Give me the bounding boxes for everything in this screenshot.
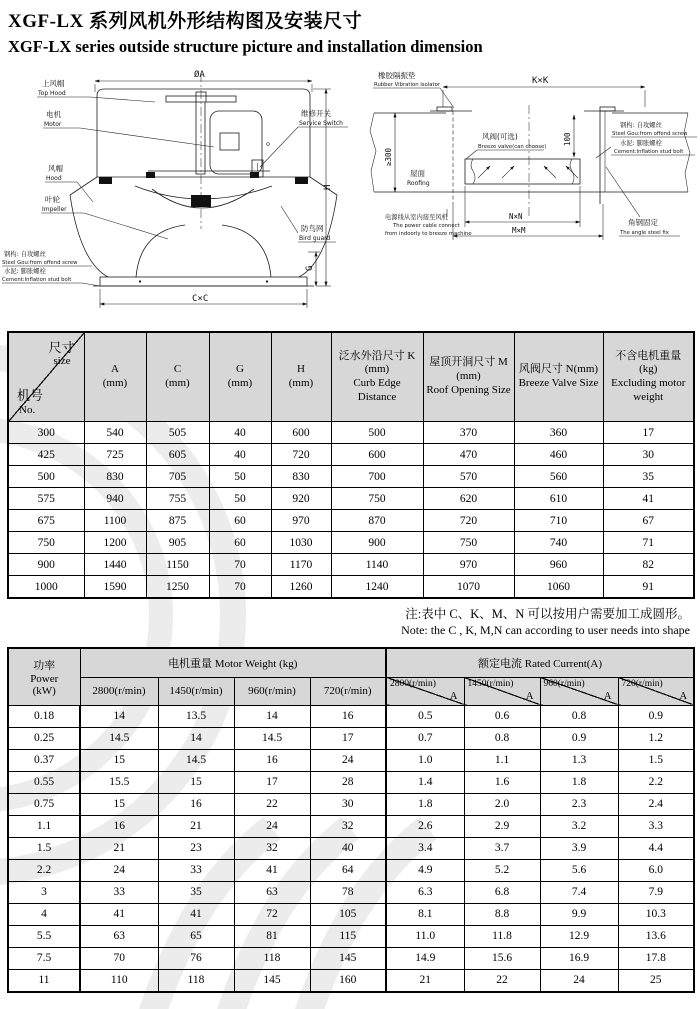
motor-table-cell: 145 (310, 947, 386, 969)
dim-label-g: G (305, 265, 315, 271)
page-title-zh: XGF-LX 系列风机外形结构图及安装尺寸 (8, 11, 363, 32)
motor-table-cell: 14.5 (158, 749, 234, 771)
motor-table-cell: 16 (234, 749, 310, 771)
dimension-table-cell: 35 (603, 466, 694, 488)
motor-table-cell: 14.5 (80, 727, 158, 749)
motor-table-cell: 24 (540, 969, 618, 992)
label-anchor-right-zh2: 水泥: 膨胀螺栓 (620, 140, 662, 147)
label-anchor-left-zh2: 水泥: 膨胀螺栓 (4, 268, 46, 275)
label-service-switch (260, 108, 348, 167)
motor-table-cell: 1.5 (8, 837, 80, 859)
motor-table-cell: 16 (80, 815, 158, 837)
motor-table-cell: 2.4 (618, 793, 694, 815)
label-motor-en: Motor (44, 121, 62, 128)
dimension-table-cell: 1170 (271, 554, 331, 576)
dimension-table-cell: 720 (423, 510, 514, 532)
note-en: Note: the C , K, M,N can according to user needs into shape (401, 622, 690, 637)
motor-table-cell: 1.1 (8, 815, 80, 837)
motor-table-cell: 21 (80, 837, 158, 859)
motor-table-cell: 33 (158, 859, 234, 881)
motor-table-cell: 14 (158, 727, 234, 749)
dimension-table-cell: 1590 (84, 576, 146, 599)
dimension-table-cell: 50 (209, 466, 271, 488)
col-header-weight: 不含电机重量 (kg) Excluding motor weight (603, 332, 694, 422)
dimension-table-cell: 300 (8, 422, 84, 444)
power-header-cell: 功率 Power (kW) (8, 648, 80, 706)
dimension-table-row (8, 422, 694, 444)
page-title-en: XGF-LX series outside structure picture and installation dimension (8, 37, 483, 56)
motor-table-cell: 33 (80, 881, 158, 903)
dimension-table-cell: 1060 (514, 576, 603, 599)
motor-table-cell: 1.8 (540, 771, 618, 793)
motor-table-row (8, 969, 694, 992)
motor-table-cell: 70 (80, 947, 158, 969)
dimension-table-cell: 575 (8, 488, 84, 510)
dimension-table-cell: 370 (423, 422, 514, 444)
dimension-table-cell: 750 (8, 532, 84, 554)
dimension-table-cell: 1250 (146, 576, 209, 599)
dimension-table-cell: 40 (209, 422, 271, 444)
dimension-table-cell: 1200 (84, 532, 146, 554)
motor-table-cell: 21 (158, 815, 234, 837)
motor-table-cell: 2.6 (386, 815, 464, 837)
motor-table-header-row1 (8, 648, 694, 678)
motor-table-cell: 5.5 (8, 925, 80, 947)
motor-table-cell: 3.4 (386, 837, 464, 859)
motor-table-cell: 12.9 (540, 925, 618, 947)
fan-section-drawing (2, 69, 348, 308)
dimension-table (7, 331, 695, 599)
motor-table-cell: 65 (158, 925, 234, 947)
motor-table-cell: 118 (234, 947, 310, 969)
dimension-table-cell: 605 (146, 444, 209, 466)
motor-table-cell: 1.6 (464, 771, 540, 793)
current-speed-960: 960(r/min) A (540, 677, 618, 705)
motor-table-row (8, 859, 694, 881)
label-top-hood (37, 78, 155, 102)
label-valve-zh: 风阀(可选) (482, 132, 518, 141)
dimension-table-cell: 705 (146, 466, 209, 488)
label-motor-zh: 电机 (46, 110, 61, 119)
motor-table-cell: 1.5 (618, 749, 694, 771)
label-top-hood-zh: 上风帽 (42, 79, 65, 88)
motor-table-row (8, 727, 694, 749)
dimension-table-cell: 960 (514, 554, 603, 576)
motor-table-cell: 30 (310, 793, 386, 815)
table-note (0, 607, 690, 638)
motor-table-cell: 32 (234, 837, 310, 859)
dimension-table-cell: 875 (146, 510, 209, 532)
motor-table-cell: 3.7 (464, 837, 540, 859)
motor-table-cell: 24 (80, 859, 158, 881)
dimension-table-cell: 17 (603, 422, 694, 444)
label-top-hood-en: Top Hood (38, 90, 66, 97)
rated-current-header: 额定电流 Rated Current(A) (386, 648, 694, 678)
motor-table-cell: 1.2 (618, 727, 694, 749)
motor-table-cell: 9.9 (540, 903, 618, 925)
motor-table-row (8, 903, 694, 925)
dimension-table-cell: 830 (271, 466, 331, 488)
motor-table-cell: 2.9 (464, 815, 540, 837)
motor-table-cell: 15.5 (80, 771, 158, 793)
motor-table-cell: 11 (8, 969, 80, 992)
dim-label-c: C×C (192, 294, 209, 304)
motor-table-cell: 2.0 (464, 793, 540, 815)
dimension-table-cell: 1100 (84, 510, 146, 532)
dimension-table-cell: 700 (331, 466, 423, 488)
dimension-table-cell: 600 (271, 422, 331, 444)
label-anchor-left (2, 249, 100, 286)
dimension-table-cell: 1140 (331, 554, 423, 576)
dimension-table-cell: 970 (423, 554, 514, 576)
motor-table-cell: 24 (234, 815, 310, 837)
dimension-table-cell: 720 (271, 444, 331, 466)
dimension-table-cell: 470 (423, 444, 514, 466)
dimension-table-cell: 830 (84, 466, 146, 488)
label-hood-en: Hood (46, 175, 62, 182)
label-rubber-isolator (373, 70, 454, 108)
motor-table-cell: 0.37 (8, 749, 80, 771)
label-service-switch-zh: 维修开关 (301, 109, 331, 118)
motor-table-cell: 2.2 (618, 771, 694, 793)
label-roofing-en: Roofing (407, 180, 430, 187)
label-breeze-valve (466, 131, 546, 159)
motor-table-cell: 17.8 (618, 947, 694, 969)
col-header-g: G (mm) (209, 332, 271, 422)
motor-table-cell: 16 (310, 705, 386, 727)
label-roofing-zh: 屋面 (410, 169, 425, 178)
dimension-table-cell: 920 (271, 488, 331, 510)
motor-table-cell: 14.5 (234, 727, 310, 749)
col-header-n: 风阀尺寸 N(mm) Breeze Valve Size (514, 332, 603, 422)
motor-table-cell: 5.6 (540, 859, 618, 881)
label-bird-guard-en: Bird guard (299, 235, 331, 242)
motor-table-cell: 15 (80, 793, 158, 815)
label-rubber-en: Rubber Vibration Isolator (374, 82, 441, 88)
motor-table-cell: 15 (80, 749, 158, 771)
motor-table-cell: 3.2 (540, 815, 618, 837)
motor-table-row (8, 705, 694, 727)
motor-table-cell: 0.8 (540, 705, 618, 727)
motor-table-cell: 0.7 (386, 727, 464, 749)
label-anchor-left-en1: Steel Gou:from offend screw (2, 260, 78, 266)
weight-speed-960: 960(r/min) (234, 677, 310, 705)
label-hood-zh: 风帽 (48, 164, 63, 173)
motor-table-cell: 110 (80, 969, 158, 992)
corner-size-en: size (53, 355, 71, 367)
dimension-table-cell: 710 (514, 510, 603, 532)
motor-table-cell: 41 (234, 859, 310, 881)
motor-table-cell: 0.18 (8, 705, 80, 727)
dimension-table-cell: 1240 (331, 576, 423, 599)
dim-label-n: N×N (509, 212, 523, 221)
motor-table-cell: 10.3 (618, 903, 694, 925)
motor-table-cell: 41 (80, 903, 158, 925)
dimension-table-row (8, 532, 694, 554)
dimension-table-cell: 70 (209, 576, 271, 599)
motor-table-cell: 8.8 (464, 903, 540, 925)
motor-table-row (8, 793, 694, 815)
label-power-cable (385, 209, 472, 237)
dimension-table-cell: 41 (603, 488, 694, 510)
motor-table-cell: 28 (310, 771, 386, 793)
dim-label-h: H (323, 184, 333, 190)
label-cable-en2: from indoorly to breeze machine (385, 231, 472, 237)
label-anchor-right-en1: Steel Gou:from offend screw (612, 131, 688, 137)
label-motor (43, 109, 214, 147)
motor-table-cell: 0.9 (618, 705, 694, 727)
motor-table-cell: 2.2 (8, 859, 80, 881)
motor-table-cell: 72 (234, 903, 310, 925)
motor-table-cell: 13.5 (158, 705, 234, 727)
motor-table-cell: 22 (234, 793, 310, 815)
motor-table-row (8, 881, 694, 903)
col-header-c: C (mm) (146, 332, 209, 422)
label-anchor-left-en2: Cement:Inflation stud bolt (2, 277, 72, 283)
motor-table-header-row2 (8, 677, 694, 705)
dimension-table-cell: 1000 (8, 576, 84, 599)
motor-table-cell: 4.9 (386, 859, 464, 881)
motor-table-cell: 21 (386, 969, 464, 992)
motor-table-cell: 15.6 (464, 947, 540, 969)
motor-table-cell: 0.75 (8, 793, 80, 815)
dimension-table-cell: 67 (603, 510, 694, 532)
weight-speed-2800: 2800(r/min) (80, 677, 158, 705)
label-anchor-right-en2: Cement:Inflation stud bolt (614, 149, 684, 155)
motor-table-cell: 6.3 (386, 881, 464, 903)
current-speed-1450: 1450(r/min) A (464, 677, 540, 705)
dimension-table-cell: 740 (514, 532, 603, 554)
motor-table-cell: 1.4 (386, 771, 464, 793)
motor-table-row (8, 815, 694, 837)
dim-label-m: M×M (512, 226, 526, 235)
motor-table-cell: 81 (234, 925, 310, 947)
motor-table-cell: 63 (80, 925, 158, 947)
dim-label-k: K×K (532, 76, 549, 86)
motor-table-cell: 3.3 (618, 815, 694, 837)
dimension-table-cell: 70 (209, 554, 271, 576)
motor-table-row (8, 925, 694, 947)
label-angle-zh: 角钢固定 (628, 218, 658, 227)
motor-table-cell: 160 (310, 969, 386, 992)
dimension-table-row (8, 466, 694, 488)
motor-table-cell: 0.25 (8, 727, 80, 749)
label-impeller (41, 194, 168, 239)
col-header-a: A (mm) (84, 332, 146, 422)
motor-table-cell: 118 (158, 969, 234, 992)
dimension-table-cell: 1150 (146, 554, 209, 576)
dimension-table-cell: 30 (603, 444, 694, 466)
dimension-table-cell: 725 (84, 444, 146, 466)
motor-table-row (8, 749, 694, 771)
motor-table-cell: 14.9 (386, 947, 464, 969)
dimension-table-row (8, 488, 694, 510)
label-bird-guard (281, 206, 336, 242)
motor-table-cell: 1.3 (540, 749, 618, 771)
label-anchor-right-zh1: 钢构: 自攻螺丝 (620, 122, 662, 129)
dimension-table-cell: 870 (331, 510, 423, 532)
motor-table-cell: 32 (310, 815, 386, 837)
motor-table-cell: 0.8 (464, 727, 540, 749)
motor-table-row (8, 947, 694, 969)
motor-table-cell: 3.9 (540, 837, 618, 859)
dimension-table-cell: 425 (8, 444, 84, 466)
dim-label-a: ØA (194, 70, 205, 80)
dimension-table-cell: 50 (209, 488, 271, 510)
motor-table-cell: 7.9 (618, 881, 694, 903)
dimension-table-cell: 71 (603, 532, 694, 554)
motor-table-cell: 6.8 (464, 881, 540, 903)
motor-table-cell: 1.0 (386, 749, 464, 771)
motor-table-cell: 4.4 (618, 837, 694, 859)
label-anchor-left-zh1: 钢构: 自攻螺丝 (4, 251, 46, 258)
motor-table-cell: 13.6 (618, 925, 694, 947)
label-impeller-zh: 叶轮 (45, 195, 60, 204)
motor-table-cell: 8.1 (386, 903, 464, 925)
motor-table-cell: 24 (310, 749, 386, 771)
dimension-table-cell: 60 (209, 532, 271, 554)
motor-table-cell: 25 (618, 969, 694, 992)
dimension-table-cell: 560 (514, 466, 603, 488)
motor-table-row (8, 771, 694, 793)
motor-weight-header: 电机重量 Motor Weight (kg) (80, 648, 386, 678)
motor-table-cell: 15 (158, 771, 234, 793)
dimension-table-cell: 500 (8, 466, 84, 488)
motor-table-cell: 0.55 (8, 771, 80, 793)
dimension-table-cell: 570 (423, 466, 514, 488)
motor-table-cell: 76 (158, 947, 234, 969)
label-cable-zh: 电源线从室内接至风机 (385, 214, 448, 221)
corner-header-cell (8, 332, 84, 422)
label-impeller-en: Impeller (42, 206, 67, 213)
motor-table-cell: 14 (234, 705, 310, 727)
motor-table-cell: 41 (158, 903, 234, 925)
motor-table-cell: 16 (158, 793, 234, 815)
dimension-table-cell: 755 (146, 488, 209, 510)
dimension-table-cell: 900 (8, 554, 84, 576)
dimension-table-cell: 360 (514, 422, 603, 444)
dimension-table-cell: 750 (423, 532, 514, 554)
motor-table-cell: 2.3 (540, 793, 618, 815)
motor-table (7, 647, 695, 993)
motor-table-cell: 17 (310, 727, 386, 749)
label-anchor-right (596, 120, 697, 158)
dimension-table-cell: 600 (331, 444, 423, 466)
motor-table-cell: 0.9 (540, 727, 618, 749)
dimension-table-header-row (8, 332, 694, 422)
weight-speed-1450: 1450(r/min) (158, 677, 234, 705)
weight-speed-720: 720(r/min) (310, 677, 386, 705)
dimension-table-cell: 1440 (84, 554, 146, 576)
motor-table-cell: 14 (80, 705, 158, 727)
motor-table-cell: 17 (234, 771, 310, 793)
motor-table-cell: 23 (158, 837, 234, 859)
motor-table-cell: 35 (158, 881, 234, 903)
label-bird-guard-zh: 防鸟网 (301, 224, 324, 233)
dimension-table-cell: 460 (514, 444, 603, 466)
motor-table-cell: 11.0 (386, 925, 464, 947)
dimension-table-cell: 91 (603, 576, 694, 599)
corner-no-en: No. (19, 404, 36, 416)
motor-table-cell: 6.0 (618, 859, 694, 881)
motor-table-cell: 115 (310, 925, 386, 947)
dimension-table-row (8, 554, 694, 576)
dimension-table-cell: 82 (603, 554, 694, 576)
motor-table-cell: 7.4 (540, 881, 618, 903)
col-header-h: H (mm) (271, 332, 331, 422)
current-speed-720: 720(r/min) A (618, 677, 694, 705)
col-header-k: 泛水外沿尺寸 K (mm) Curb Edge Distance (331, 332, 423, 422)
dimension-table-row (8, 444, 694, 466)
dimension-table-cell: 750 (331, 488, 423, 510)
current-speed-2800: 2800(r/min) A (386, 677, 464, 705)
dimension-table-cell: 900 (331, 532, 423, 554)
dimension-table-cell: 610 (514, 488, 603, 510)
motor-table-cell: 1.1 (464, 749, 540, 771)
motor-table-cell: 5.2 (464, 859, 540, 881)
label-service-switch-en: Service Switch (299, 120, 343, 127)
motor-table-cell: 11.8 (464, 925, 540, 947)
motor-table-cell: 0.5 (386, 705, 464, 727)
dimension-table-cell: 1070 (423, 576, 514, 599)
label-roofing (407, 169, 430, 187)
dimension-table-cell: 505 (146, 422, 209, 444)
note-zh: 注:表中 C、K、M、N 可以按用户需要加工成圆形。 (405, 607, 690, 621)
dimension-table-cell: 940 (84, 488, 146, 510)
label-rubber-zh: 橡胶隔振垫 (378, 71, 416, 80)
label-valve-en: Breeze valve(can choose) (478, 144, 547, 150)
col-header-m: 屋顶开洞尺寸 M (mm) Roof Opening Size (423, 332, 514, 422)
motor-table-cell: 78 (310, 881, 386, 903)
installation-drawing (370, 70, 697, 240)
motor-table-cell: 0.6 (464, 705, 540, 727)
motor-table-cell: 1.8 (386, 793, 464, 815)
dimension-table-cell: 905 (146, 532, 209, 554)
dimension-table-cell: 1030 (271, 532, 331, 554)
motor-table-cell: 16.9 (540, 947, 618, 969)
dimension-table-row (8, 576, 694, 599)
label-angle-steel (606, 167, 680, 236)
motor-table-cell: 3 (8, 881, 80, 903)
label-angle-en: The angle steel fix (620, 230, 669, 236)
dim-label-min300: ≥300 (384, 147, 393, 166)
dimension-table-cell: 1260 (271, 576, 331, 599)
motor-table-cell: 40 (310, 837, 386, 859)
motor-table-cell: 64 (310, 859, 386, 881)
dimension-table-cell: 60 (209, 510, 271, 532)
motor-table-cell: 7.5 (8, 947, 80, 969)
label-cable-en1: The power cable connect (393, 223, 460, 229)
dimension-table-cell: 40 (209, 444, 271, 466)
motor-table-cell: 105 (310, 903, 386, 925)
dimension-table-cell: 970 (271, 510, 331, 532)
dimension-table-row (8, 510, 694, 532)
dim-label-100: 100 (563, 132, 572, 146)
motor-table-cell: 4 (8, 903, 80, 925)
corner-size-zh: 尺寸 (48, 340, 75, 355)
corner-no-zh: 机号 (17, 388, 44, 403)
dimension-table-cell: 620 (423, 488, 514, 510)
motor-table-cell: 63 (234, 881, 310, 903)
motor-table-cell: 22 (464, 969, 540, 992)
motor-table-row (8, 837, 694, 859)
dimension-table-cell: 675 (8, 510, 84, 532)
motor-table-cell: 145 (234, 969, 310, 992)
dimension-table-cell: 540 (84, 422, 146, 444)
dimension-table-cell: 500 (331, 422, 423, 444)
structure-diagrams (0, 59, 700, 331)
